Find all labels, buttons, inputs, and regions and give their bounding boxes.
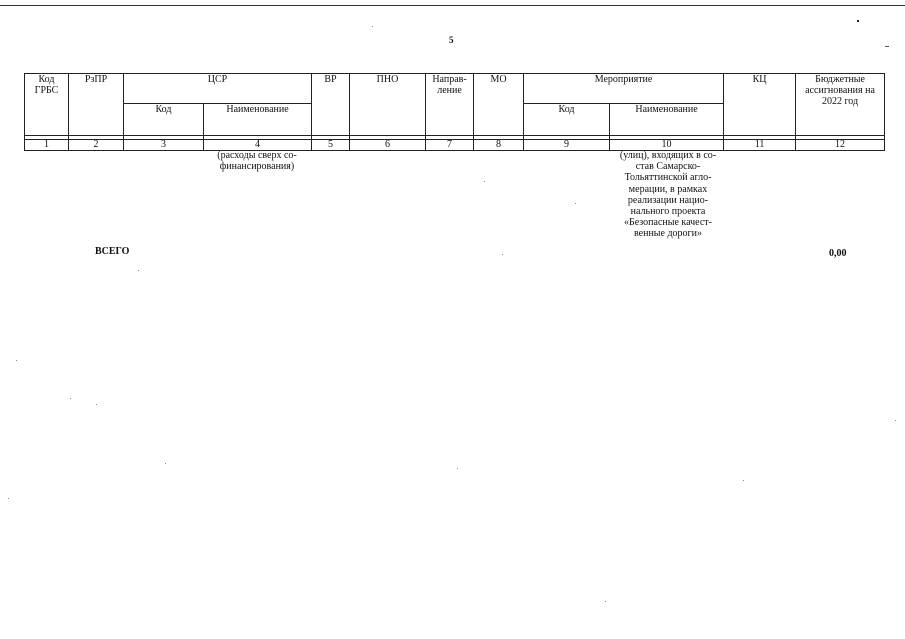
total-label: ВСЕГО <box>95 246 130 257</box>
page-number: 5 <box>449 35 454 45</box>
column-number: 9 <box>524 140 610 151</box>
column-number-row <box>25 140 885 151</box>
scan-speck <box>605 601 606 602</box>
scan-speck <box>484 181 485 182</box>
column-number: 12 <box>796 140 885 151</box>
col-budget-header: Бюджетные ассигнования на 2022 год <box>796 74 885 136</box>
column-number: 4 <box>204 140 312 151</box>
column-number: 8 <box>474 140 524 151</box>
col-kc-header: КЦ <box>724 74 796 136</box>
column-number: 6 <box>350 140 426 151</box>
column-number: 3 <box>124 140 204 151</box>
scan-speck <box>857 20 859 22</box>
measure-name-continuation: (улиц), входящих в со- став Самарско- Тольяттинской агло- мерации, в рамках реализации нацио- нального проекта «Безопасные качест- венные дороги» <box>619 150 717 240</box>
scan-speck <box>8 498 9 499</box>
col-kod-grbs-header: Код ГРБС <box>25 74 69 136</box>
scan-speck <box>70 398 71 399</box>
col-rzpr-header: РзПР <box>69 74 124 136</box>
column-number: 10 <box>610 140 724 151</box>
scan-speck <box>885 46 889 47</box>
scan-speck <box>895 420 896 421</box>
col-csr-kod-header: Код <box>124 104 204 136</box>
col-meropriyatie-header: Мероприятие <box>524 74 724 104</box>
column-number: 11 <box>724 140 796 151</box>
col-mer-name-header: Наименование <box>610 104 724 136</box>
col-csr-header: ЦСР <box>124 74 312 104</box>
top-rule <box>0 5 905 6</box>
col-csr-name-header: Наименование <box>204 104 312 136</box>
col-napravlenie-header: Направ-ление <box>426 74 474 136</box>
scan-speck <box>138 270 139 271</box>
csr-name-continuation: (расходы сверх со- финансирования) <box>217 150 297 173</box>
scan-speck <box>743 480 744 481</box>
scan-speck <box>372 26 373 27</box>
scan-speck <box>16 360 17 361</box>
scan-speck <box>96 404 97 405</box>
column-number: 7 <box>426 140 474 151</box>
scan-speck <box>575 203 576 204</box>
col-pno-header: ПНО <box>350 74 426 136</box>
column-number: 1 <box>25 140 69 151</box>
column-number: 5 <box>312 140 350 151</box>
header-table <box>24 73 885 151</box>
scan-speck <box>457 468 458 469</box>
column-number: 2 <box>69 140 124 151</box>
col-vr-header: ВР <box>312 74 350 136</box>
scan-speck <box>165 463 166 464</box>
total-value: 0,00 <box>829 248 847 259</box>
col-mo-header: МО <box>474 74 524 136</box>
scan-speck <box>502 254 503 255</box>
col-mer-kod-header: Код <box>524 104 610 136</box>
